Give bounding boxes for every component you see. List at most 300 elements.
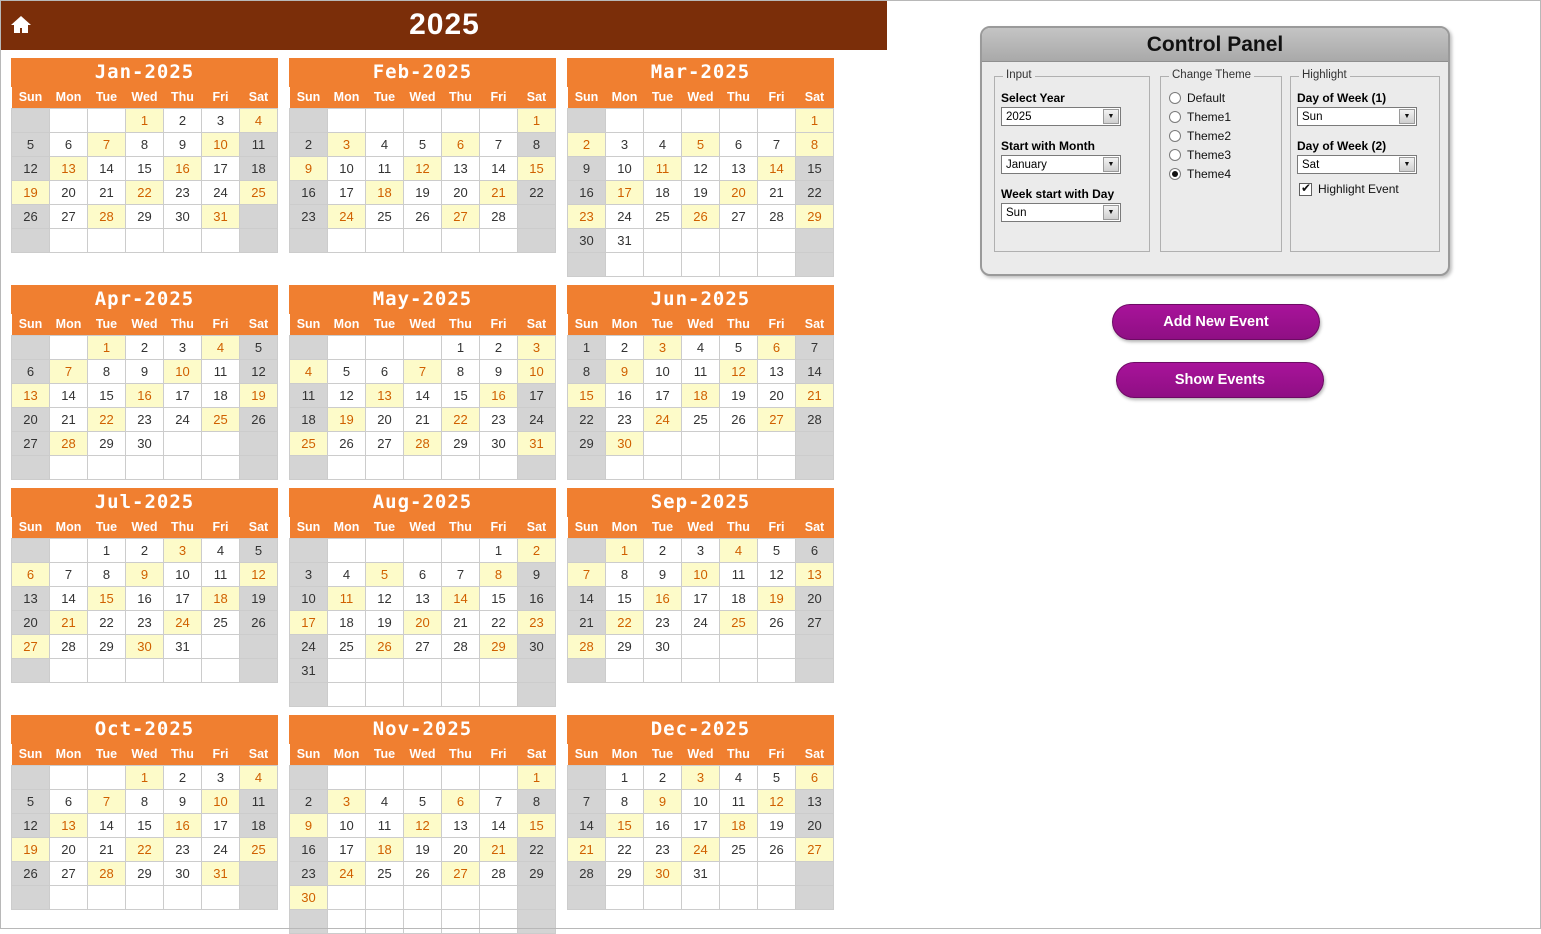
day-cell[interactable]: 7 bbox=[568, 563, 606, 587]
day-cell[interactable]: 15 bbox=[606, 587, 644, 611]
day-cell[interactable]: 31 bbox=[202, 862, 240, 886]
day-cell[interactable]: 10 bbox=[164, 360, 202, 384]
day-cell[interactable]: 2 bbox=[164, 109, 202, 133]
day-cell[interactable]: 15 bbox=[88, 384, 126, 408]
day-cell[interactable]: 28 bbox=[568, 635, 606, 659]
day-cell[interactable]: 5 bbox=[240, 539, 278, 563]
day-cell[interactable]: 27 bbox=[442, 862, 480, 886]
day-cell[interactable]: 5 bbox=[758, 539, 796, 563]
day-cell[interactable]: 9 bbox=[164, 133, 202, 157]
day-cell[interactable]: 22 bbox=[606, 611, 644, 635]
day-of-week-1-dropdown[interactable] bbox=[1297, 107, 1417, 126]
day-cell[interactable]: 25 bbox=[720, 838, 758, 862]
day-cell[interactable]: 30 bbox=[518, 635, 556, 659]
highlight-event-checkbox[interactable] bbox=[1299, 183, 1312, 196]
day-cell[interactable]: 31 bbox=[290, 659, 328, 683]
day-cell[interactable]: 22 bbox=[126, 181, 164, 205]
day-cell[interactable]: 2 bbox=[290, 133, 328, 157]
day-cell[interactable]: 14 bbox=[796, 360, 834, 384]
day-cell[interactable]: 9 bbox=[126, 360, 164, 384]
day-cell[interactable]: 2 bbox=[518, 539, 556, 563]
theme-option-theme1[interactable] bbox=[1169, 110, 1281, 124]
day-cell[interactable]: 1 bbox=[606, 539, 644, 563]
day-cell[interactable]: 15 bbox=[606, 814, 644, 838]
day-cell[interactable]: 20 bbox=[50, 181, 88, 205]
day-cell[interactable]: 14 bbox=[568, 814, 606, 838]
day-cell[interactable]: 28 bbox=[568, 862, 606, 886]
day-cell[interactable]: 29 bbox=[88, 432, 126, 456]
day-cell[interactable]: 23 bbox=[164, 838, 202, 862]
day-cell[interactable]: 2 bbox=[126, 539, 164, 563]
day-cell[interactable]: 8 bbox=[606, 563, 644, 587]
day-cell[interactable]: 12 bbox=[240, 563, 278, 587]
day-cell[interactable]: 22 bbox=[606, 838, 644, 862]
day-cell[interactable]: 27 bbox=[366, 432, 404, 456]
day-cell[interactable]: 3 bbox=[164, 539, 202, 563]
day-cell[interactable]: 14 bbox=[404, 384, 442, 408]
day-cell[interactable]: 12 bbox=[720, 360, 758, 384]
day-cell[interactable]: 4 bbox=[682, 336, 720, 360]
day-cell[interactable]: 21 bbox=[568, 611, 606, 635]
day-cell[interactable]: 15 bbox=[796, 157, 834, 181]
day-cell[interactable]: 28 bbox=[442, 635, 480, 659]
day-cell[interactable]: 18 bbox=[202, 384, 240, 408]
day-cell[interactable]: 11 bbox=[682, 360, 720, 384]
day-cell[interactable]: 1 bbox=[518, 109, 556, 133]
day-cell[interactable]: 19 bbox=[12, 181, 50, 205]
day-cell[interactable]: 15 bbox=[126, 814, 164, 838]
day-cell[interactable]: 3 bbox=[518, 336, 556, 360]
day-cell[interactable]: 13 bbox=[12, 384, 50, 408]
day-cell[interactable]: 25 bbox=[366, 862, 404, 886]
day-cell[interactable]: 24 bbox=[164, 408, 202, 432]
day-cell[interactable]: 2 bbox=[568, 133, 606, 157]
day-cell[interactable]: 3 bbox=[290, 563, 328, 587]
day-cell[interactable]: 7 bbox=[442, 563, 480, 587]
day-cell[interactable]: 5 bbox=[12, 133, 50, 157]
day-cell[interactable]: 30 bbox=[606, 432, 644, 456]
day-cell[interactable]: 22 bbox=[518, 838, 556, 862]
day-cell[interactable]: 10 bbox=[202, 790, 240, 814]
day-cell[interactable]: 21 bbox=[88, 181, 126, 205]
day-cell[interactable]: 29 bbox=[518, 862, 556, 886]
day-cell[interactable]: 4 bbox=[328, 563, 366, 587]
day-cell[interactable]: 4 bbox=[240, 109, 278, 133]
week-start-dropdown[interactable] bbox=[1001, 203, 1121, 222]
day-cell[interactable]: 15 bbox=[88, 587, 126, 611]
day-cell[interactable]: 13 bbox=[442, 814, 480, 838]
day-cell[interactable]: 31 bbox=[682, 862, 720, 886]
day-cell[interactable]: 12 bbox=[404, 814, 442, 838]
day-cell[interactable]: 21 bbox=[480, 838, 518, 862]
day-cell[interactable]: 13 bbox=[50, 157, 88, 181]
day-cell[interactable]: 31 bbox=[164, 635, 202, 659]
day-cell[interactable]: 15 bbox=[442, 384, 480, 408]
day-cell[interactable]: 14 bbox=[568, 587, 606, 611]
day-cell[interactable]: 3 bbox=[328, 790, 366, 814]
day-cell[interactable]: 1 bbox=[796, 109, 834, 133]
day-cell[interactable]: 2 bbox=[644, 539, 682, 563]
radio-button[interactable] bbox=[1169, 92, 1181, 104]
day-cell[interactable]: 13 bbox=[442, 157, 480, 181]
day-cell[interactable]: 19 bbox=[328, 408, 366, 432]
day-cell[interactable]: 18 bbox=[202, 587, 240, 611]
day-cell[interactable]: 9 bbox=[518, 563, 556, 587]
day-cell[interactable]: 6 bbox=[796, 539, 834, 563]
day-cell[interactable]: 8 bbox=[480, 563, 518, 587]
start-month-dropdown[interactable] bbox=[1001, 155, 1121, 174]
day-cell[interactable]: 3 bbox=[606, 133, 644, 157]
day-cell[interactable]: 3 bbox=[328, 133, 366, 157]
day-cell[interactable]: 23 bbox=[290, 205, 328, 229]
day-cell[interactable]: 20 bbox=[366, 408, 404, 432]
day-cell[interactable]: 1 bbox=[442, 336, 480, 360]
day-cell[interactable]: 21 bbox=[442, 611, 480, 635]
day-cell[interactable]: 7 bbox=[50, 563, 88, 587]
day-cell[interactable]: 16 bbox=[290, 181, 328, 205]
day-cell[interactable]: 25 bbox=[366, 205, 404, 229]
day-cell[interactable]: 20 bbox=[442, 181, 480, 205]
day-cell[interactable]: 11 bbox=[366, 814, 404, 838]
day-cell[interactable]: 10 bbox=[202, 133, 240, 157]
day-cell[interactable]: 24 bbox=[202, 181, 240, 205]
day-cell[interactable]: 11 bbox=[644, 157, 682, 181]
day-cell[interactable]: 18 bbox=[720, 587, 758, 611]
day-cell[interactable]: 11 bbox=[366, 157, 404, 181]
day-cell[interactable]: 14 bbox=[88, 157, 126, 181]
day-cell[interactable]: 11 bbox=[328, 587, 366, 611]
day-cell[interactable]: 8 bbox=[568, 360, 606, 384]
day-cell[interactable]: 14 bbox=[88, 814, 126, 838]
day-cell[interactable]: 6 bbox=[404, 563, 442, 587]
day-cell[interactable]: 1 bbox=[88, 336, 126, 360]
day-cell[interactable]: 19 bbox=[404, 838, 442, 862]
day-cell[interactable]: 17 bbox=[328, 838, 366, 862]
day-cell[interactable]: 17 bbox=[606, 181, 644, 205]
day-cell[interactable]: 5 bbox=[758, 766, 796, 790]
day-cell[interactable]: 28 bbox=[88, 862, 126, 886]
day-cell[interactable]: 14 bbox=[442, 587, 480, 611]
day-cell[interactable]: 4 bbox=[290, 360, 328, 384]
day-cell[interactable]: 8 bbox=[126, 133, 164, 157]
highlight-event-checkbox-row[interactable] bbox=[1299, 182, 1439, 196]
day-cell[interactable]: 7 bbox=[88, 133, 126, 157]
day-cell[interactable]: 6 bbox=[720, 133, 758, 157]
day-cell[interactable]: 23 bbox=[126, 611, 164, 635]
day-cell[interactable]: 4 bbox=[720, 539, 758, 563]
radio-button[interactable] bbox=[1169, 130, 1181, 142]
day-cell[interactable]: 19 bbox=[404, 181, 442, 205]
day-cell[interactable]: 7 bbox=[404, 360, 442, 384]
day-cell[interactable]: 20 bbox=[796, 587, 834, 611]
day-cell[interactable]: 13 bbox=[758, 360, 796, 384]
day-cell[interactable]: 7 bbox=[480, 133, 518, 157]
day-cell[interactable]: 24 bbox=[328, 862, 366, 886]
day-cell[interactable]: 19 bbox=[12, 838, 50, 862]
day-cell[interactable]: 26 bbox=[404, 862, 442, 886]
add-new-event-button[interactable]: Add New Event bbox=[1112, 304, 1320, 340]
day-cell[interactable]: 9 bbox=[568, 157, 606, 181]
day-cell[interactable]: 22 bbox=[126, 838, 164, 862]
select-year-dropdown[interactable] bbox=[1001, 107, 1121, 126]
day-cell[interactable]: 18 bbox=[240, 814, 278, 838]
day-cell[interactable]: 7 bbox=[88, 790, 126, 814]
day-cell[interactable]: 23 bbox=[644, 838, 682, 862]
day-cell[interactable]: 8 bbox=[88, 360, 126, 384]
day-cell[interactable]: 11 bbox=[720, 790, 758, 814]
day-cell[interactable]: 22 bbox=[480, 611, 518, 635]
day-cell[interactable]: 18 bbox=[366, 181, 404, 205]
day-of-week-2-dropdown[interactable] bbox=[1297, 155, 1417, 174]
day-cell[interactable]: 23 bbox=[126, 408, 164, 432]
day-cell[interactable]: 23 bbox=[606, 408, 644, 432]
day-cell[interactable]: 2 bbox=[644, 766, 682, 790]
day-cell[interactable]: 20 bbox=[12, 611, 50, 635]
day-cell[interactable]: 29 bbox=[606, 635, 644, 659]
day-cell[interactable]: 20 bbox=[758, 384, 796, 408]
day-cell[interactable]: 10 bbox=[164, 563, 202, 587]
day-cell[interactable]: 1 bbox=[480, 539, 518, 563]
day-cell[interactable]: 23 bbox=[290, 862, 328, 886]
day-cell[interactable]: 1 bbox=[126, 766, 164, 790]
day-cell[interactable]: 21 bbox=[404, 408, 442, 432]
day-cell[interactable]: 17 bbox=[682, 587, 720, 611]
day-cell[interactable]: 31 bbox=[606, 229, 644, 253]
day-cell[interactable]: 9 bbox=[480, 360, 518, 384]
day-cell[interactable]: 4 bbox=[366, 133, 404, 157]
day-cell[interactable]: 22 bbox=[796, 181, 834, 205]
day-cell[interactable]: 5 bbox=[240, 336, 278, 360]
day-cell[interactable]: 19 bbox=[240, 384, 278, 408]
day-cell[interactable]: 10 bbox=[644, 360, 682, 384]
day-cell[interactable]: 8 bbox=[126, 790, 164, 814]
day-cell[interactable]: 30 bbox=[126, 432, 164, 456]
day-cell[interactable]: 12 bbox=[758, 563, 796, 587]
day-cell[interactable]: 4 bbox=[720, 766, 758, 790]
day-cell[interactable]: 5 bbox=[682, 133, 720, 157]
chevron-down-icon[interactable]: ▼ bbox=[1103, 205, 1119, 220]
day-cell[interactable]: 19 bbox=[682, 181, 720, 205]
day-cell[interactable]: 21 bbox=[568, 838, 606, 862]
day-cell[interactable]: 19 bbox=[366, 611, 404, 635]
day-cell[interactable]: 29 bbox=[480, 635, 518, 659]
day-cell[interactable]: 17 bbox=[290, 611, 328, 635]
day-cell[interactable]: 19 bbox=[758, 814, 796, 838]
day-cell[interactable]: 22 bbox=[442, 408, 480, 432]
day-cell[interactable]: 13 bbox=[720, 157, 758, 181]
chevron-down-icon[interactable]: ▼ bbox=[1399, 157, 1415, 172]
day-cell[interactable]: 29 bbox=[126, 205, 164, 229]
day-cell[interactable]: 4 bbox=[202, 539, 240, 563]
day-cell[interactable]: 6 bbox=[442, 133, 480, 157]
day-cell[interactable]: 26 bbox=[12, 205, 50, 229]
day-cell[interactable]: 6 bbox=[12, 563, 50, 587]
day-cell[interactable]: 30 bbox=[164, 862, 202, 886]
day-cell[interactable]: 9 bbox=[126, 563, 164, 587]
day-cell[interactable]: 16 bbox=[290, 838, 328, 862]
day-cell[interactable]: 6 bbox=[758, 336, 796, 360]
home-icon[interactable] bbox=[2, 6, 40, 44]
day-cell[interactable]: 21 bbox=[758, 181, 796, 205]
day-cell[interactable]: 28 bbox=[796, 408, 834, 432]
day-cell[interactable]: 1 bbox=[88, 539, 126, 563]
day-cell[interactable]: 12 bbox=[328, 384, 366, 408]
day-cell[interactable]: 14 bbox=[480, 157, 518, 181]
day-cell[interactable]: 19 bbox=[758, 587, 796, 611]
day-cell[interactable]: 10 bbox=[328, 157, 366, 181]
day-cell[interactable]: 24 bbox=[164, 611, 202, 635]
day-cell[interactable]: 11 bbox=[202, 563, 240, 587]
day-cell[interactable]: 11 bbox=[290, 384, 328, 408]
day-cell[interactable]: 27 bbox=[12, 635, 50, 659]
day-cell[interactable]: 8 bbox=[518, 790, 556, 814]
day-cell[interactable]: 20 bbox=[796, 814, 834, 838]
day-cell[interactable]: 20 bbox=[442, 838, 480, 862]
day-cell[interactable]: 2 bbox=[290, 790, 328, 814]
day-cell[interactable]: 21 bbox=[88, 838, 126, 862]
day-cell[interactable]: 23 bbox=[164, 181, 202, 205]
day-cell[interactable]: 15 bbox=[518, 814, 556, 838]
day-cell[interactable]: 28 bbox=[88, 205, 126, 229]
day-cell[interactable]: 27 bbox=[758, 408, 796, 432]
day-cell[interactable]: 9 bbox=[644, 790, 682, 814]
day-cell[interactable]: 16 bbox=[644, 587, 682, 611]
day-cell[interactable]: 25 bbox=[202, 408, 240, 432]
day-cell[interactable]: 24 bbox=[202, 838, 240, 862]
day-cell[interactable]: 29 bbox=[126, 862, 164, 886]
chevron-down-icon[interactable]: ▼ bbox=[1103, 157, 1119, 172]
day-cell[interactable]: 25 bbox=[290, 432, 328, 456]
day-cell[interactable]: 29 bbox=[606, 862, 644, 886]
day-cell[interactable]: 6 bbox=[50, 790, 88, 814]
day-cell[interactable]: 11 bbox=[202, 360, 240, 384]
day-cell[interactable]: 14 bbox=[480, 814, 518, 838]
day-cell[interactable]: 9 bbox=[164, 790, 202, 814]
day-cell[interactable]: 26 bbox=[682, 205, 720, 229]
radio-button[interactable] bbox=[1169, 168, 1181, 180]
day-cell[interactable]: 30 bbox=[164, 205, 202, 229]
day-cell[interactable]: 21 bbox=[480, 181, 518, 205]
day-cell[interactable]: 30 bbox=[644, 862, 682, 886]
show-events-button[interactable]: Show Events bbox=[1116, 362, 1324, 398]
day-cell[interactable]: 22 bbox=[518, 181, 556, 205]
day-cell[interactable]: 5 bbox=[720, 336, 758, 360]
theme-option-theme3[interactable] bbox=[1169, 148, 1281, 162]
day-cell[interactable]: 24 bbox=[328, 205, 366, 229]
day-cell[interactable]: 4 bbox=[202, 336, 240, 360]
theme-option-theme2[interactable] bbox=[1169, 129, 1281, 143]
day-cell[interactable]: 15 bbox=[480, 587, 518, 611]
day-cell[interactable]: 20 bbox=[50, 838, 88, 862]
day-cell[interactable]: 23 bbox=[518, 611, 556, 635]
day-cell[interactable]: 18 bbox=[644, 181, 682, 205]
day-cell[interactable]: 25 bbox=[202, 611, 240, 635]
day-cell[interactable]: 20 bbox=[720, 181, 758, 205]
day-cell[interactable]: 17 bbox=[202, 814, 240, 838]
day-cell[interactable]: 23 bbox=[568, 205, 606, 229]
day-cell[interactable]: 25 bbox=[240, 181, 278, 205]
day-cell[interactable]: 29 bbox=[88, 635, 126, 659]
day-cell[interactable]: 31 bbox=[518, 432, 556, 456]
day-cell[interactable]: 6 bbox=[50, 133, 88, 157]
day-cell[interactable]: 13 bbox=[796, 563, 834, 587]
day-cell[interactable]: 28 bbox=[480, 205, 518, 229]
day-cell[interactable]: 21 bbox=[50, 611, 88, 635]
day-cell[interactable]: 4 bbox=[644, 133, 682, 157]
day-cell[interactable]: 12 bbox=[366, 587, 404, 611]
day-cell[interactable]: 28 bbox=[50, 432, 88, 456]
day-cell[interactable]: 16 bbox=[164, 157, 202, 181]
day-cell[interactable]: 24 bbox=[290, 635, 328, 659]
day-cell[interactable]: 15 bbox=[126, 157, 164, 181]
day-cell[interactable]: 29 bbox=[442, 432, 480, 456]
day-cell[interactable]: 23 bbox=[480, 408, 518, 432]
chevron-down-icon[interactable]: ▼ bbox=[1103, 109, 1119, 124]
day-cell[interactable]: 13 bbox=[796, 790, 834, 814]
day-cell[interactable]: 3 bbox=[202, 109, 240, 133]
day-cell[interactable]: 24 bbox=[682, 611, 720, 635]
day-cell[interactable]: 11 bbox=[240, 133, 278, 157]
day-cell[interactable]: 2 bbox=[480, 336, 518, 360]
day-cell[interactable]: 28 bbox=[480, 862, 518, 886]
day-cell[interactable]: 6 bbox=[366, 360, 404, 384]
day-cell[interactable]: 28 bbox=[404, 432, 442, 456]
day-cell[interactable]: 10 bbox=[682, 563, 720, 587]
day-cell[interactable]: 22 bbox=[88, 408, 126, 432]
day-cell[interactable]: 7 bbox=[796, 336, 834, 360]
day-cell[interactable]: 6 bbox=[12, 360, 50, 384]
day-cell[interactable]: 26 bbox=[12, 862, 50, 886]
day-cell[interactable]: 25 bbox=[644, 205, 682, 229]
day-cell[interactable]: 29 bbox=[568, 432, 606, 456]
day-cell[interactable]: 22 bbox=[88, 611, 126, 635]
radio-button[interactable] bbox=[1169, 111, 1181, 123]
day-cell[interactable]: 8 bbox=[442, 360, 480, 384]
day-cell[interactable]: 9 bbox=[606, 360, 644, 384]
day-cell[interactable]: 6 bbox=[796, 766, 834, 790]
day-cell[interactable]: 7 bbox=[50, 360, 88, 384]
day-cell[interactable]: 16 bbox=[480, 384, 518, 408]
day-cell[interactable]: 8 bbox=[518, 133, 556, 157]
day-cell[interactable]: 25 bbox=[328, 635, 366, 659]
day-cell[interactable]: 1 bbox=[606, 766, 644, 790]
day-cell[interactable]: 28 bbox=[758, 205, 796, 229]
day-cell[interactable]: 18 bbox=[682, 384, 720, 408]
day-cell[interactable]: 16 bbox=[606, 384, 644, 408]
day-cell[interactable]: 5 bbox=[404, 133, 442, 157]
day-cell[interactable]: 7 bbox=[568, 790, 606, 814]
day-cell[interactable]: 13 bbox=[366, 384, 404, 408]
day-cell[interactable]: 2 bbox=[606, 336, 644, 360]
day-cell[interactable]: 13 bbox=[50, 814, 88, 838]
day-cell[interactable]: 26 bbox=[720, 408, 758, 432]
day-cell[interactable]: 30 bbox=[126, 635, 164, 659]
day-cell[interactable]: 8 bbox=[796, 133, 834, 157]
day-cell[interactable]: 13 bbox=[404, 587, 442, 611]
day-cell[interactable]: 8 bbox=[88, 563, 126, 587]
day-cell[interactable]: 27 bbox=[50, 205, 88, 229]
day-cell[interactable]: 19 bbox=[720, 384, 758, 408]
day-cell[interactable]: 27 bbox=[50, 862, 88, 886]
day-cell[interactable]: 3 bbox=[164, 336, 202, 360]
day-cell[interactable]: 6 bbox=[442, 790, 480, 814]
day-cell[interactable]: 8 bbox=[606, 790, 644, 814]
theme-option-theme4[interactable] bbox=[1169, 167, 1281, 181]
day-cell[interactable]: 15 bbox=[518, 157, 556, 181]
day-cell[interactable]: 22 bbox=[568, 408, 606, 432]
day-cell[interactable]: 3 bbox=[202, 766, 240, 790]
day-cell[interactable]: 18 bbox=[290, 408, 328, 432]
